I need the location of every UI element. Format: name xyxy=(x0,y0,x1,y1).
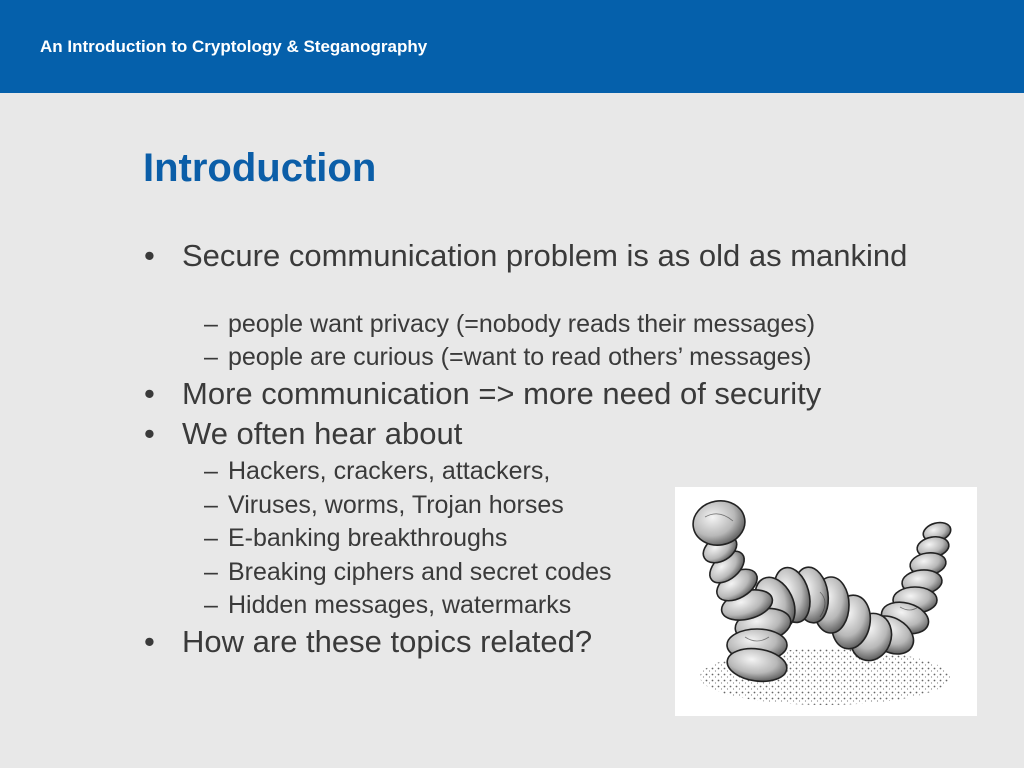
sub-bullet-marker: – xyxy=(204,591,218,619)
bullet-marker: • xyxy=(144,416,155,451)
sub-bullet-item xyxy=(204,343,812,371)
sub-bullet-text: Hackers, crackers, attackers, xyxy=(228,457,551,485)
worm-illustration xyxy=(675,487,977,716)
bullet-text: Secure communication problem is as old as mankind xyxy=(182,238,908,273)
sub-bullet-marker: – xyxy=(204,457,218,485)
bullet-item xyxy=(144,238,942,273)
sub-bullet-text: Hidden messages, watermarks xyxy=(228,591,572,619)
bullet-text: We often hear about xyxy=(182,416,463,451)
bullet-marker: • xyxy=(144,376,155,411)
sub-bullet-item xyxy=(204,491,564,519)
bullet-item xyxy=(144,624,593,659)
bullet-item xyxy=(144,376,822,411)
sub-bullet-text: people are curious (=want to read others’ messages) xyxy=(228,343,812,371)
sub-bullet-marker: – xyxy=(204,310,218,338)
bullet-marker: • xyxy=(144,238,155,273)
worm-icon xyxy=(675,487,977,716)
sub-bullet-item xyxy=(204,558,612,586)
sub-bullet-text: Breaking ciphers and secret codes xyxy=(228,558,612,586)
presentation-title: An Introduction to Cryptology & Steganography xyxy=(40,37,428,56)
sub-bullet-marker: – xyxy=(204,343,218,371)
sub-bullet-text: people want privacy (=nobody reads their messages) xyxy=(228,310,816,338)
sub-bullet-item xyxy=(204,457,551,485)
sub-bullet-item xyxy=(204,310,816,338)
sub-bullet-text: E-banking breakthroughs xyxy=(228,524,508,552)
bullet-text: How are these topics related? xyxy=(182,624,593,659)
sub-bullet-item xyxy=(204,591,572,619)
bullet-marker: • xyxy=(144,624,155,659)
slide-title: Introduction xyxy=(143,146,377,190)
sub-bullet-text: Viruses, worms, Trojan horses xyxy=(228,491,564,519)
sub-bullet-marker: – xyxy=(204,558,218,586)
bullet-text: More communication => more need of security xyxy=(182,376,822,411)
bullet-item xyxy=(144,416,463,451)
sub-bullet-marker: – xyxy=(204,491,218,519)
sub-bullet-marker: – xyxy=(204,524,218,552)
sub-bullet-item xyxy=(204,524,508,552)
